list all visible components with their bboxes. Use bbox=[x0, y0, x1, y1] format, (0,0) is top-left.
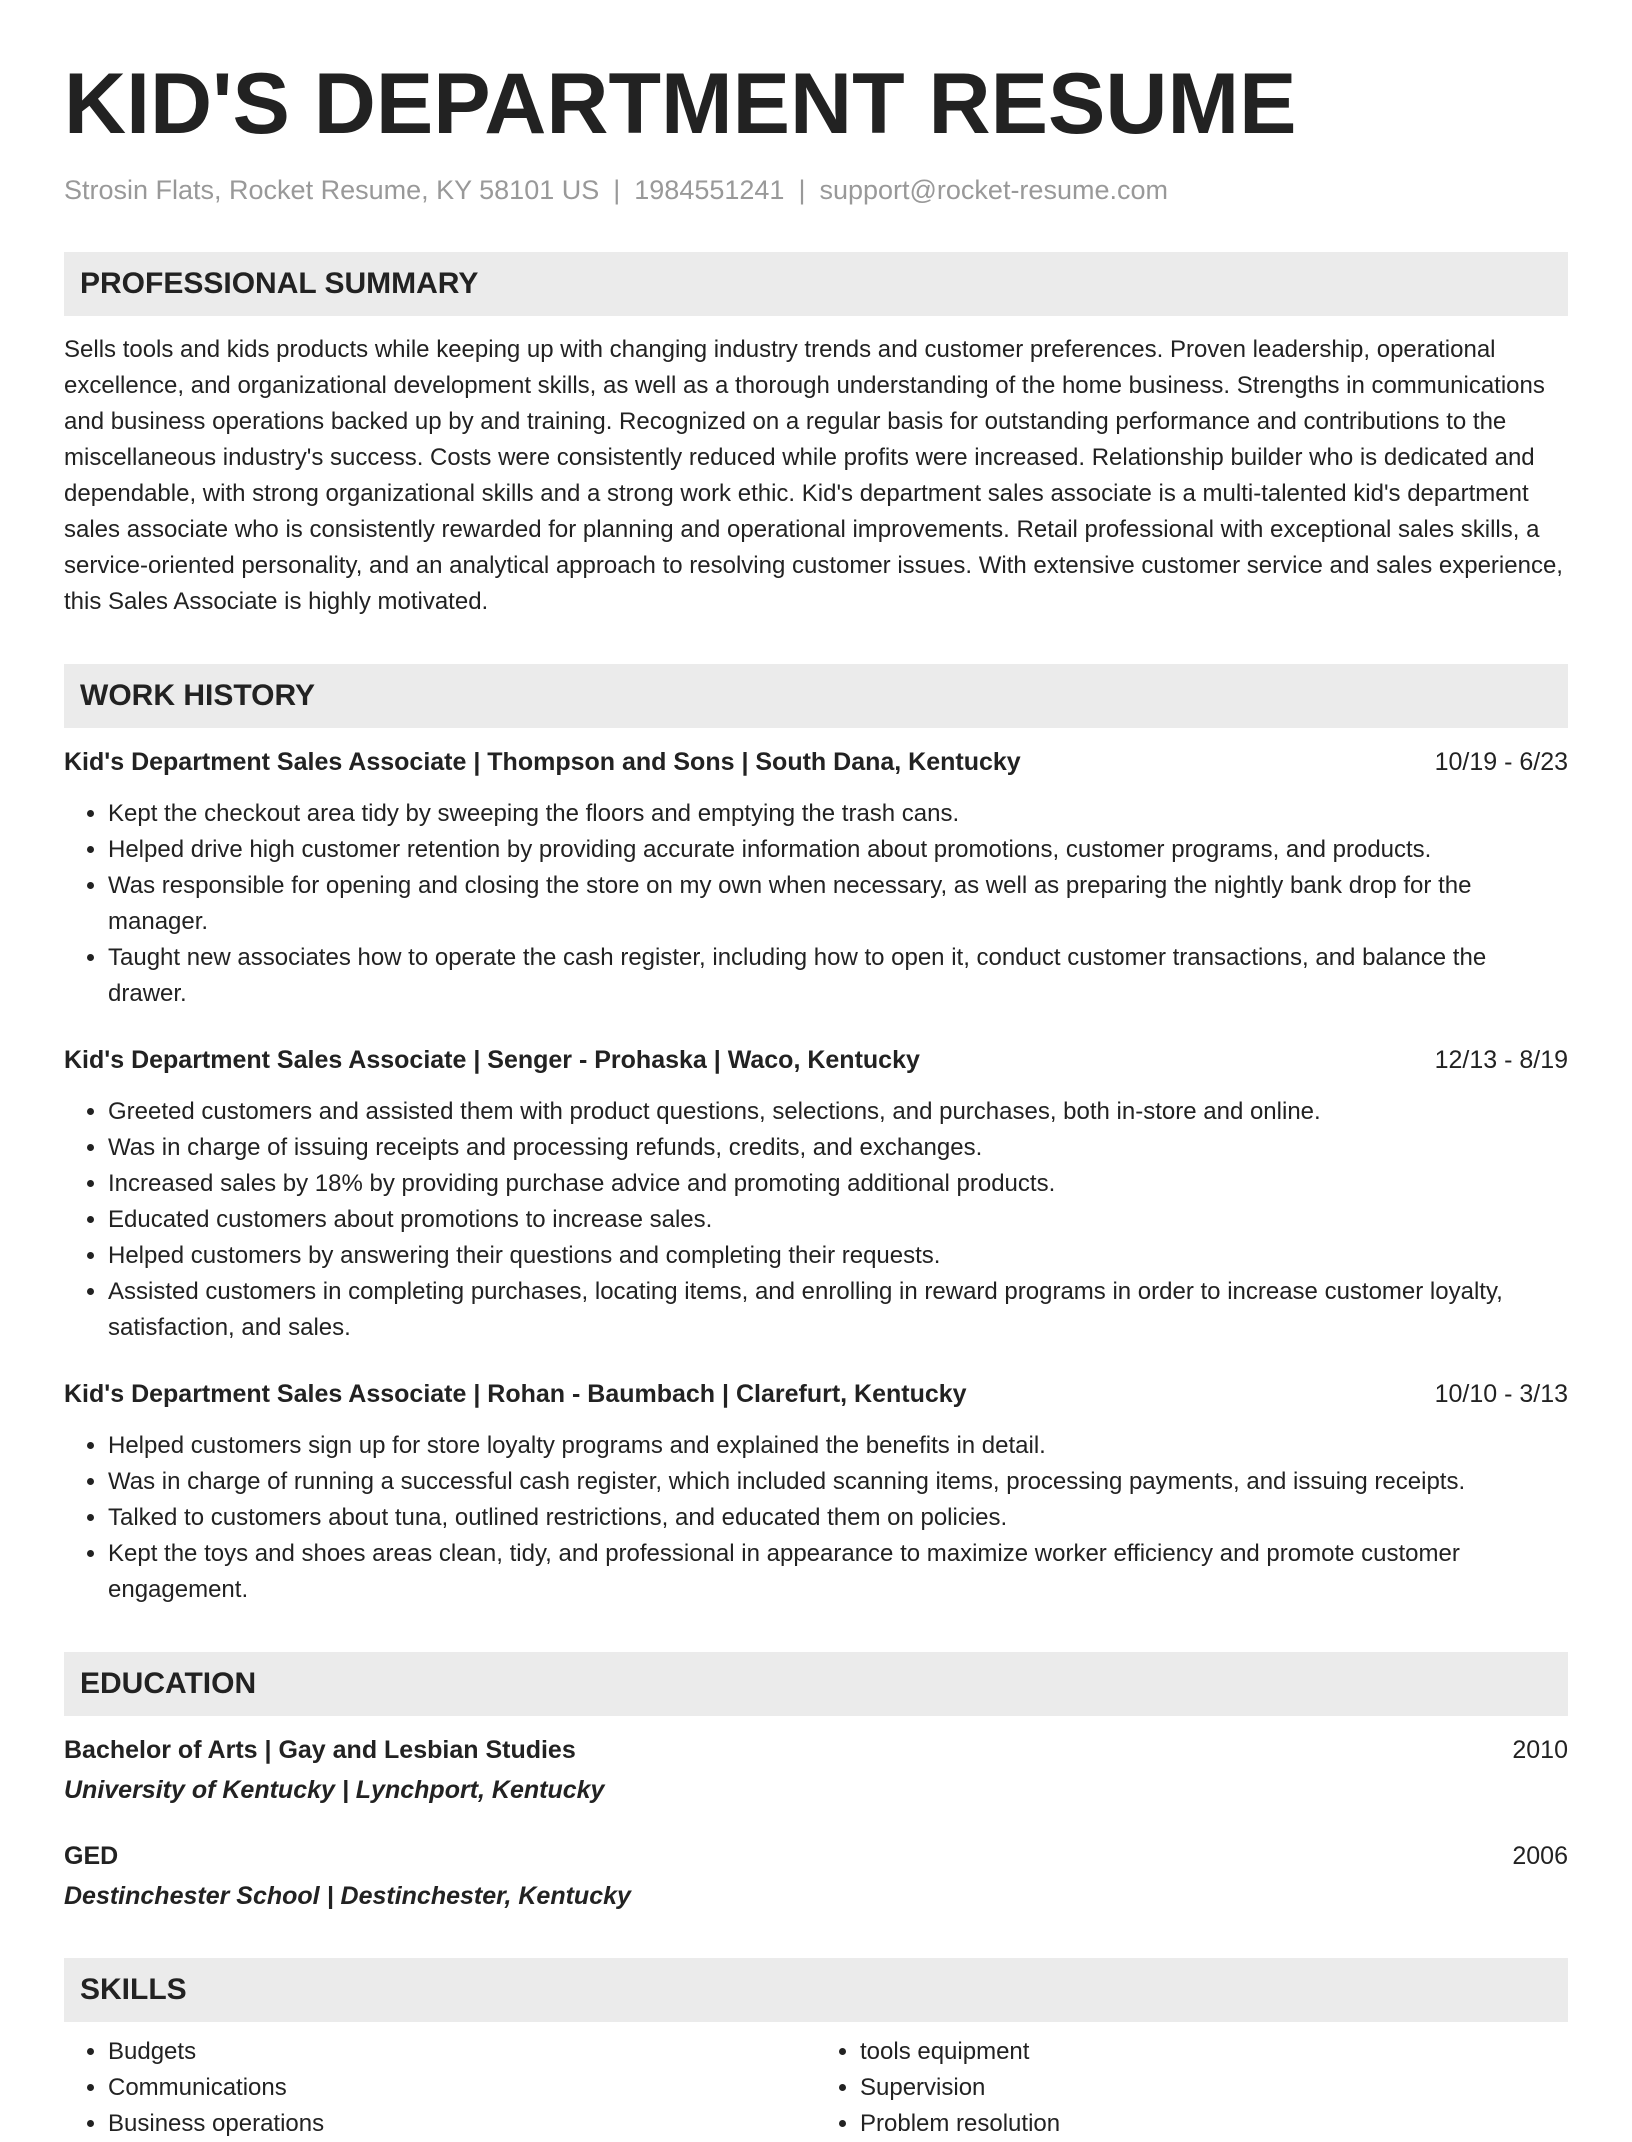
job-bullet: • Taught new associates how to operate the cash register, including how to open it, conduct customer transactions, and balance the drawer. bbox=[108, 940, 1568, 1012]
job-dates: 12/13 - 8/19 bbox=[1434, 1046, 1568, 1074]
skills-list bbox=[64, 2034, 1568, 2142]
education-school: Destinchester School | Destinchester, Kentucky bbox=[64, 1882, 631, 1910]
phone-text: 1984551241 bbox=[634, 175, 785, 205]
job-bullet: • Kept the toys and shoes areas clean, tidy, and professional in appearance to maximize worker efficiency and promote customer engagement. bbox=[108, 1536, 1568, 1608]
job-bullet: • Was responsible for opening and closing the store on my own when necessary, as well as preparing the nightly bank drop for the manager. bbox=[108, 868, 1568, 940]
job-bullets bbox=[64, 1428, 1568, 1608]
job-header bbox=[64, 744, 1568, 780]
job-entry bbox=[64, 744, 1568, 1012]
education-year: 2010 bbox=[1512, 1736, 1568, 1764]
resume-title: KID'S DEPARTMENT RESUME bbox=[64, 56, 1297, 152]
resume-page bbox=[64, 0, 1568, 2142]
email-link[interactable]: support@rocket-resume.com bbox=[819, 175, 1168, 205]
education-heading: EDUCATION bbox=[64, 1652, 1568, 1716]
job-entry bbox=[64, 1042, 1568, 1346]
job-bullet: • Was in charge of issuing receipts and processing refunds, credits, and exchanges. bbox=[108, 1130, 1568, 1166]
job-header bbox=[64, 1376, 1568, 1412]
skill-item: • tools equipment bbox=[860, 2034, 1568, 2070]
job-dates: 10/19 - 6/23 bbox=[1434, 748, 1568, 776]
job-bullets bbox=[64, 796, 1568, 1012]
job-bullet: • Helped drive high customer retention by providing accurate information about promotions, customer programs, and products. bbox=[108, 832, 1568, 868]
education-entry bbox=[64, 1732, 1568, 1808]
skills-heading: SKILLS bbox=[64, 1958, 1568, 2022]
job-title: Kid's Department Sales Associate | Thompson and Sons | South Dana, Kentucky bbox=[64, 748, 1021, 776]
work-history-heading: WORK HISTORY bbox=[64, 664, 1568, 728]
skill-item: • Communications bbox=[108, 2070, 816, 2106]
education-entry bbox=[64, 1838, 1568, 1914]
job-bullet: • Kept the checkout area tidy by sweeping the floors and emptying the trash cans. bbox=[108, 796, 1568, 832]
skill-item: • Problem resolution bbox=[860, 2106, 1568, 2142]
job-dates: 10/10 - 3/13 bbox=[1434, 1380, 1568, 1408]
job-header bbox=[64, 1042, 1568, 1078]
job-bullet: • Was in charge of running a successful cash register, which included scanning items, processing payments, and issuing receipts. bbox=[108, 1464, 1568, 1500]
education-year: 2006 bbox=[1512, 1842, 1568, 1870]
job-bullets bbox=[64, 1094, 1568, 1346]
education-degree: GED bbox=[64, 1842, 119, 1870]
job-bullet: • Helped customers sign up for store loyalty programs and explained the benefits in detail. bbox=[108, 1428, 1568, 1464]
job-bullet: • Increased sales by 18% by providing purchase advice and promoting additional products. bbox=[108, 1166, 1568, 1202]
job-bullet: • Assisted customers in completing purchases, locating items, and enrolling in reward programs in order to increase customer loyalty, satisfaction, and sales. bbox=[108, 1274, 1568, 1346]
education-header bbox=[64, 1838, 1568, 1874]
job-bullet: • Greeted customers and assisted them with product questions, selections, and purchases, both in-store and online. bbox=[108, 1094, 1568, 1130]
contact-separator: | bbox=[798, 175, 806, 205]
job-title: Kid's Department Sales Associate | Rohan - Baumbach | Clarefurt, Kentucky bbox=[64, 1380, 967, 1408]
contact-separator: | bbox=[613, 175, 621, 205]
skills-column-right bbox=[816, 2034, 1568, 2142]
job-bullet: • Talked to customers about tuna, outlined restrictions, and educated them on policies. bbox=[108, 1500, 1568, 1536]
job-entry bbox=[64, 1376, 1568, 1608]
skill-item: • Supervision bbox=[860, 2070, 1568, 2106]
address-text: Strosin Flats, Rocket Resume, KY 58101 US bbox=[64, 175, 600, 205]
summary-text: Sells tools and kids products while keeping up with changing industry trends and customer preferences. Proven leadership, operational excellence, and organizational development skills, as well as a thorough understanding of the home business. Strengths in communications and business operations backed up by and training. Recognized on a regular basis for outstanding performance and contributions to the miscellaneous industry's success. Costs were consistently reduced while profits were increased. Relationship builder who is dedicated and dependable, with strong organizational skills and a strong work ethic. Kid's department sales associate is a multi-talented kid's department sales associate who is consistently rewarded for planning and operational improvements. Retail professional with exceptional sales skills, a service-oriented personality, and an analytical approach to resolving customer issues. With extensive customer service and sales experience, this Sales Associate is highly motivated. bbox=[64, 336, 1563, 615]
education-header bbox=[64, 1732, 1568, 1768]
job-bullet: • Educated customers about promotions to increase sales. bbox=[108, 1202, 1568, 1238]
job-title: Kid's Department Sales Associate | Senger - Prohaska | Waco, Kentucky bbox=[64, 1046, 920, 1074]
contact-line bbox=[64, 172, 1568, 208]
education-school: University of Kentucky | Lynchport, Kentucky bbox=[64, 1776, 605, 1804]
job-bullet: • Helped customers by answering their questions and completing their requests. bbox=[108, 1238, 1568, 1274]
skill-item: • Business operations bbox=[108, 2106, 816, 2142]
skills-column-left bbox=[64, 2034, 816, 2142]
summary-heading: PROFESSIONAL SUMMARY bbox=[64, 252, 1568, 316]
skill-item: • Budgets bbox=[108, 2034, 816, 2070]
education-degree: Bachelor of Arts | Gay and Lesbian Studies bbox=[64, 1736, 576, 1764]
